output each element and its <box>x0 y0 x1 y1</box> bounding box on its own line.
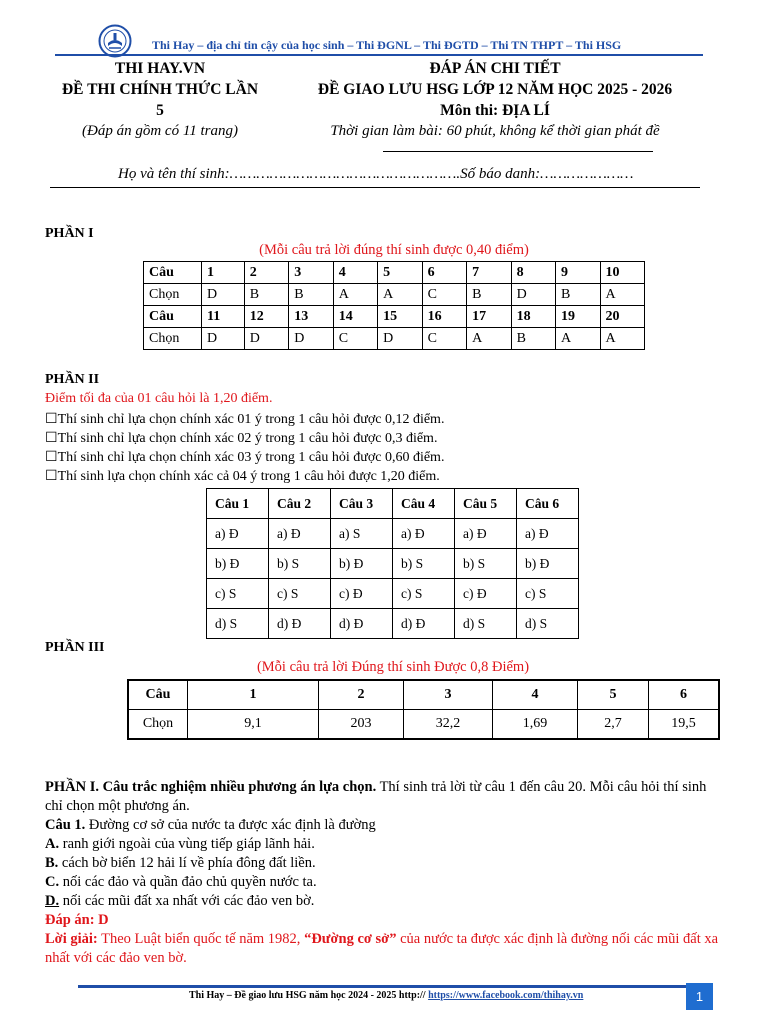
part2-cell: Câu 2 <box>269 489 331 519</box>
part3-cell: 6 <box>649 680 720 710</box>
part2-cell: Câu 6 <box>517 489 579 519</box>
part1-cell: 20 <box>600 306 644 328</box>
part2-cell: b) S <box>269 549 331 579</box>
part1-intro-line2: chỉ chọn một phương án. <box>45 798 190 814</box>
part1-cell: Câu <box>144 262 202 284</box>
part1-cell: D <box>378 328 422 350</box>
part3-answer-table <box>127 679 720 740</box>
part1-cell: B <box>467 284 511 306</box>
part1-cell: 2 <box>244 262 288 284</box>
part1-cell: 6 <box>422 262 466 284</box>
candidate-info-line: Họ và tên thí sinh:…………………………………………….Số báo danh:………………… <box>118 166 634 182</box>
option-d: D. nối các mũi đất xa nhất với các đảo ven bờ. <box>45 893 315 909</box>
part1-cell: 11 <box>202 306 245 328</box>
part3-cell: Câu <box>128 680 188 710</box>
part1-cell: 16 <box>422 306 466 328</box>
part3-cell: 4 <box>493 680 578 710</box>
org-name: THI HAY.VN <box>114 60 206 77</box>
option-c: C. nối các đảo và quần đảo chủ quyền nước ta. <box>45 874 317 890</box>
part1-cell: D <box>289 328 333 350</box>
part2-cell: c) Đ <box>455 579 517 609</box>
part3-cell: 2,7 <box>578 710 649 740</box>
part3-cell: 32,2 <box>404 710 493 740</box>
part1-score-note: (Mỗi câu trả lời đúng thí sinh được 0,40 điểm) <box>259 242 529 258</box>
question-1: Câu 1. Đường cơ sở của nước ta được xác định là đường <box>45 817 376 833</box>
part1-cell: Câu <box>144 306 202 328</box>
part3-cell: 9,1 <box>188 710 319 740</box>
footer-text: Thi Hay – Đề giao lưu HSG năm học 2024 - 2025 http:// https://www.facebook.com/thihay.vn <box>189 990 584 1001</box>
part2-cell: c) S <box>393 579 455 609</box>
footer-divider <box>78 985 686 988</box>
part2-row <box>207 489 579 519</box>
part1-cell: 15 <box>378 306 422 328</box>
part2-row <box>207 519 579 549</box>
part2-cell: Câu 1 <box>207 489 269 519</box>
part1-cell: 19 <box>556 306 600 328</box>
time-note: Thời gian làm bài: 60 phút, không kể thời gian phát đề <box>330 123 660 139</box>
part2-cell: d) Đ <box>269 609 331 639</box>
part2-title: PHẦN II <box>45 372 100 387</box>
top-banner: Thi Hay – địa chỉ tin cậy của học sinh – Thi ĐGNL – Thi ĐGTD – Thi TN THPT – Thi HSG <box>152 38 622 52</box>
part3-cell: Chọn <box>128 710 188 740</box>
part1-cell: D <box>202 328 245 350</box>
rule-item: ☐Thí sinh chỉ lựa chọn chính xác 02 ý trong 1 câu hỏi được 0,3 điểm. <box>45 431 438 446</box>
part3-score-note: (Mỗi câu trả lời Đúng thí sinh Được 0,8 Điểm) <box>256 659 530 675</box>
part2-row <box>207 579 579 609</box>
page-number-badge: 1 <box>686 983 713 1010</box>
subject-title: Môn thi: ĐỊA LÍ <box>440 102 550 119</box>
rule-item: ☐Thí sinh chỉ lựa chọn chính xác 01 ý trong 1 câu hỏi được 0,12 điểm. <box>45 412 445 427</box>
part3-row <box>128 710 719 740</box>
rule-item: ☐Thí sinh chỉ lựa chọn chính xác 03 ý trong 1 câu hỏi được 0,60 điểm. <box>45 450 445 465</box>
option-b: B. cách bờ biển 12 hải lí về phía đông đất liền. <box>45 855 316 871</box>
part1-cell: C <box>333 328 377 350</box>
part3-cell: 1,69 <box>493 710 578 740</box>
part1-cell: 17 <box>467 306 511 328</box>
part1-cell: B <box>556 284 600 306</box>
part1-cell: A <box>556 328 600 350</box>
part2-cell: d) S <box>455 609 517 639</box>
answer-subtitle: ĐỀ GIAO LƯU HSG LỚP 12 NĂM HỌC 2025 - 2026 <box>317 81 673 98</box>
part2-row <box>207 609 579 639</box>
facebook-link[interactable]: https://www.facebook.com/thihay.vn <box>428 990 584 1001</box>
solution: Lời giải: Theo Luật biển quốc tế năm 1982, “Đường cơ sở” của nước ta được xác định là đường nối các mũi đất xa <box>45 931 719 947</box>
part2-cell: b) Đ <box>207 549 269 579</box>
part2-cell: Câu 5 <box>455 489 517 519</box>
answer-title: ĐÁP ÁN CHI TIẾT <box>429 60 561 77</box>
part1-cell: C <box>422 328 466 350</box>
part2-cell: d) S <box>207 609 269 639</box>
part1-cell: 14 <box>333 306 377 328</box>
part1-row <box>144 284 645 306</box>
candidate-divider <box>50 187 700 188</box>
part1-cell: 4 <box>333 262 377 284</box>
part3-title: PHẦN III <box>45 640 105 655</box>
header-divider <box>55 54 703 56</box>
part1-cell: 9 <box>556 262 600 284</box>
part1-row <box>144 306 645 328</box>
part1-cell: 7 <box>467 262 511 284</box>
part2-cell: c) Đ <box>331 579 393 609</box>
part2-max-score-note: Điểm tối đa của 01 câu hỏi là 1,20 điểm. <box>45 391 273 406</box>
part2-cell: c) S <box>207 579 269 609</box>
part3-row <box>128 680 719 710</box>
part1-cell: B <box>511 328 555 350</box>
part2-cell: d) Đ <box>393 609 455 639</box>
part3-cell: 1 <box>188 680 319 710</box>
subtitle-underline <box>383 151 653 152</box>
part1-cell: B <box>244 284 288 306</box>
part2-cell: a) Đ <box>393 519 455 549</box>
part2-rules-list <box>45 410 444 486</box>
part1-cell: 1 <box>202 262 245 284</box>
answer-key: Đáp án: D <box>45 912 109 928</box>
part1-cell: A <box>333 284 377 306</box>
part1-cell: Chọn <box>144 284 202 306</box>
part2-cell: Câu 3 <box>331 489 393 519</box>
part1-cell: 3 <box>289 262 333 284</box>
part2-cell: a) Đ <box>517 519 579 549</box>
part2-cell: b) S <box>393 549 455 579</box>
part3-cell: 2 <box>319 680 404 710</box>
part1-cell: C <box>422 284 466 306</box>
part2-answer-table <box>206 488 579 639</box>
part1-cell: 10 <box>600 262 644 284</box>
part1-cell: 12 <box>244 306 288 328</box>
part1-cell: 8 <box>511 262 555 284</box>
part2-cell: c) S <box>517 579 579 609</box>
checkbox-icon: ☐ <box>45 412 58 427</box>
solution-line2: nhất với các đảo ven bờ. <box>45 950 187 966</box>
part1-cell: Chọn <box>144 328 202 350</box>
part2-cell: Câu 4 <box>393 489 455 519</box>
part2-cell: a) Đ <box>207 519 269 549</box>
part1-cell: A <box>600 328 644 350</box>
part2-cell: b) S <box>455 549 517 579</box>
part3-cell: 5 <box>578 680 649 710</box>
part3-cell: 203 <box>319 710 404 740</box>
part1-cell: D <box>511 284 555 306</box>
option-a: A. ranh giới ngoài của vùng tiếp giáp lãnh hải. <box>45 836 315 852</box>
part1-cell: A <box>467 328 511 350</box>
exam-round-number: 5 <box>156 102 164 119</box>
part1-cell: 18 <box>511 306 555 328</box>
part3-cell: 3 <box>404 680 493 710</box>
part1-cell: A <box>378 284 422 306</box>
checkbox-icon: ☐ <box>45 469 58 484</box>
part2-cell: a) Đ <box>269 519 331 549</box>
part1-cell: 13 <box>289 306 333 328</box>
rule-item: ☐Thí sinh lựa chọn chính xác cả 04 ý trong 1 câu hỏi được 1,20 điểm. <box>45 469 440 484</box>
part1-cell: D <box>244 328 288 350</box>
part2-cell: d) S <box>517 609 579 639</box>
part2-cell: a) S <box>331 519 393 549</box>
part1-intro: PHẦN I. Câu trắc nghiệm nhiều phương án lựa chọn. Thí sinh trả lời từ câu 1 đến câu 20. Mỗi câu hỏi thí sinh <box>45 779 707 795</box>
part1-cell: 5 <box>378 262 422 284</box>
part1-cell: A <box>600 284 644 306</box>
page-count-note: (Đáp án gồm có 11 trang) <box>82 123 238 139</box>
checkbox-icon: ☐ <box>45 450 58 465</box>
checkbox-icon: ☐ <box>45 431 58 446</box>
part1-title: PHẦN I <box>45 226 94 241</box>
part1-row <box>144 328 645 350</box>
part1-cell: B <box>289 284 333 306</box>
exam-official-label: ĐỀ THI CHÍNH THỨC LẦN <box>61 81 259 98</box>
part1-answer-table <box>143 261 645 350</box>
school-logo-icon <box>98 24 132 58</box>
part2-cell: b) Đ <box>331 549 393 579</box>
part2-cell: b) Đ <box>517 549 579 579</box>
part2-cell: c) S <box>269 579 331 609</box>
part1-cell: D <box>202 284 245 306</box>
part2-row <box>207 549 579 579</box>
part2-cell: d) Đ <box>331 609 393 639</box>
part1-row <box>144 262 645 284</box>
part2-cell: a) Đ <box>455 519 517 549</box>
part3-cell: 19,5 <box>649 710 720 740</box>
